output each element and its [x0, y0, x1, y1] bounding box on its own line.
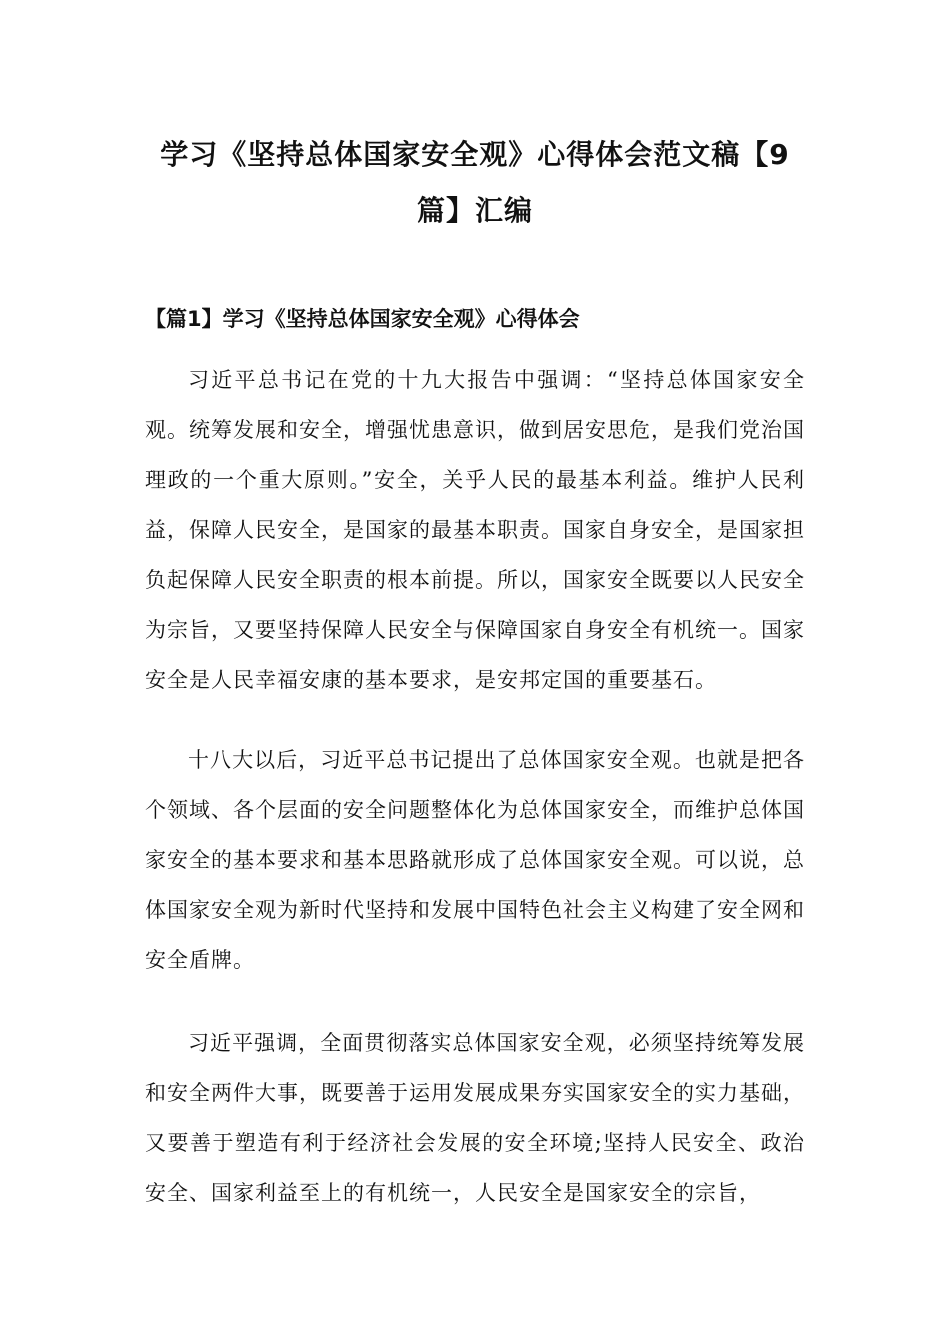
paragraph: 习近平总书记在党的十九大报告中强调：“坚持总体国家安全观。统筹发展和安全，增强忧患意识，做到居安思危，是我们党治国理政的一个重大原则。”安全，关乎人民的最基本利益。维护人民利益，保障人民安全，是国家的最基本职责。国家自身安全，是国家担负起保障人民安全职责的根本前提。所以，国家安全既要以人民安全为宗旨，又要坚持保障人民安全与保障国家自身安全有机统一。国家安全是人民幸福安康的基本要求，是安邦定国的重要基石。 — [145, 368, 805, 692]
section-heading: 【篇1】学习《坚持总体国家安全观》心得体会 — [145, 307, 580, 331]
document-title: 学习《坚持总体国家安全观》心得体会范文稿【9篇】汇编 — [160, 138, 790, 227]
paragraph: 十八大以后，习近平总书记提出了总体国家安全观。也就是把各个领域、各个层面的安全问题整体化为总体国家安全，而维护总体国家安全的基本要求和基本思路就形成了总体国家安全观。可以说，总体国家安全观为新时代坚持和发展中国特色社会主义构建了安全网和安全盾牌。 — [145, 748, 805, 972]
paragraph: 习近平强调，全面贯彻落实总体国家安全观，必须坚持统筹发展和安全两件大事，既要善于运用发展成果夯实国家安全的实力基础，又要善于塑造有利于经济社会发展的安全环境;坚持人民安全、政治安全、国家利益至上的有机统一，人民安全是国家安全的宗旨， — [145, 1031, 805, 1205]
